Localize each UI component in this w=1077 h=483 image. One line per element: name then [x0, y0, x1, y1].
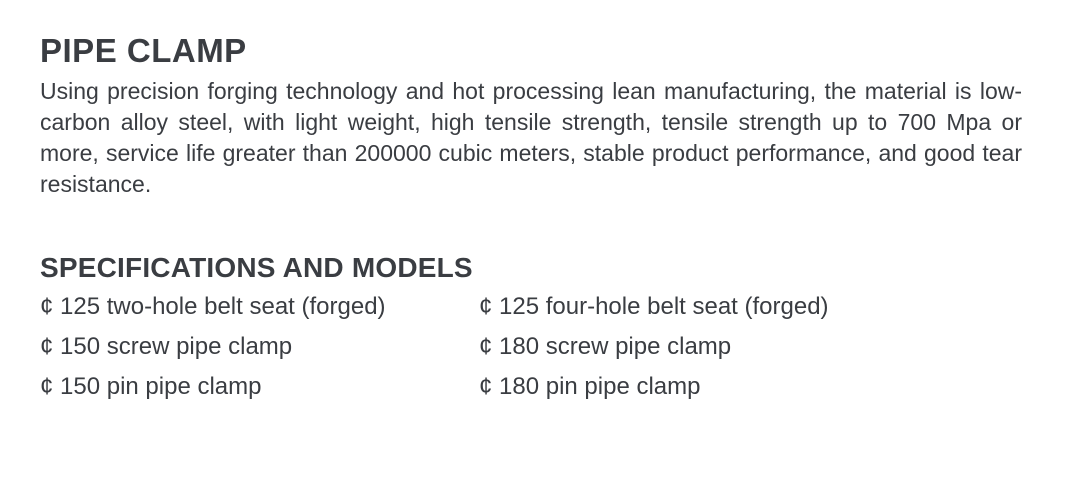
model-item: ¢ 180 pin pipe clamp — [479, 373, 701, 400]
model-item: ¢ 150 screw pipe clamp — [40, 333, 293, 360]
model-item: ¢ 180 screw pipe clamp — [479, 333, 732, 360]
models-list — [40, 290, 1022, 403]
model-item: ¢ 125 two-hole belt seat (forged) — [40, 293, 386, 320]
specifications-title: SPECIFICATIONS AND MODELS — [40, 252, 473, 283]
product-sheet — [40, 30, 1022, 403]
model-item: ¢ 150 pin pipe clamp — [40, 373, 262, 400]
model-item: ¢ 125 four-hole belt seat (forged) — [479, 293, 829, 320]
product-title: PIPE CLAMP — [40, 32, 247, 69]
product-description: Using precision forging technology and hot processing lean manufacturing, the material is low-carbon alloy steel, with light weight, high tensile strength, tensile strength up to 700 Mpa or more, service life greater than 200000 cubic meters, stable product performance, and good tear resistance. — [40, 78, 1022, 197]
